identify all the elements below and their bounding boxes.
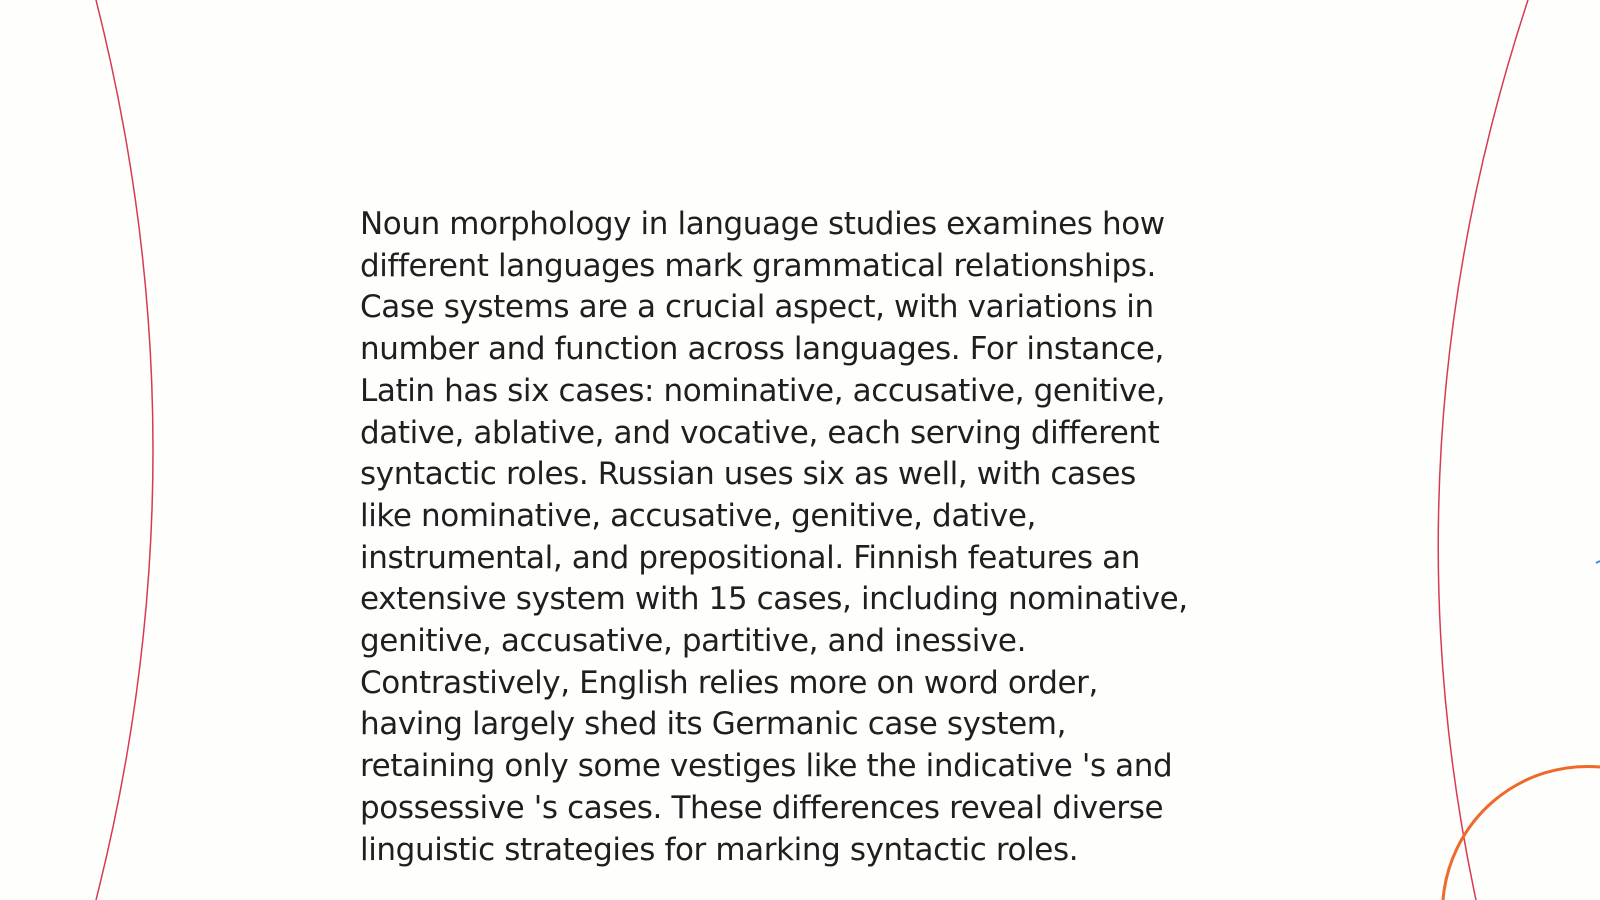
paragraph-line: number and function across languages. For instance,: [360, 331, 1164, 368]
paragraph-line: retaining only some vestiges like the indicative 's and: [360, 748, 1173, 785]
paragraph-line: like nominative, accusative, genitive, dative,: [360, 497, 1036, 534]
paragraph-line: instrumental, and prepositional. Finnish features an: [360, 539, 1140, 576]
paragraph-line: Latin has six cases: nominative, accusative, genitive,: [360, 372, 1166, 409]
paragraph-line: syntactic roles. Russian uses six as well, with cases: [360, 456, 1136, 493]
body-paragraph: [360, 204, 1260, 871]
right-arc-line: [1438, 0, 1528, 900]
paragraph-line: extensive system with 15 cases, including nominative,: [360, 581, 1188, 618]
paragraph-line: Noun morphology in language studies examines how: [360, 206, 1165, 242]
paragraph-line: Case systems are a crucial aspect, with variations in: [360, 289, 1154, 326]
paragraph-line: genitive, accusative, partitive, and inessive.: [360, 623, 1027, 660]
blue-tick-mark: [1596, 561, 1600, 563]
paragraph-line: Contrastively, English relies more on word order,: [360, 664, 1098, 701]
paragraph-line: having largely shed its Germanic case system,: [360, 706, 1067, 743]
left-arc-line: [96, 0, 153, 900]
orange-circle-arc: [1443, 766, 1600, 900]
paragraph-line: different languages mark grammatical relationships.: [360, 247, 1156, 284]
paragraph-line: possessive 's cases. These differences reveal diverse: [360, 789, 1164, 826]
paragraph-line: dative, ablative, and vocative, each serving different: [360, 414, 1160, 451]
paragraph-line: linguistic strategies for marking syntactic roles.: [360, 831, 1079, 868]
